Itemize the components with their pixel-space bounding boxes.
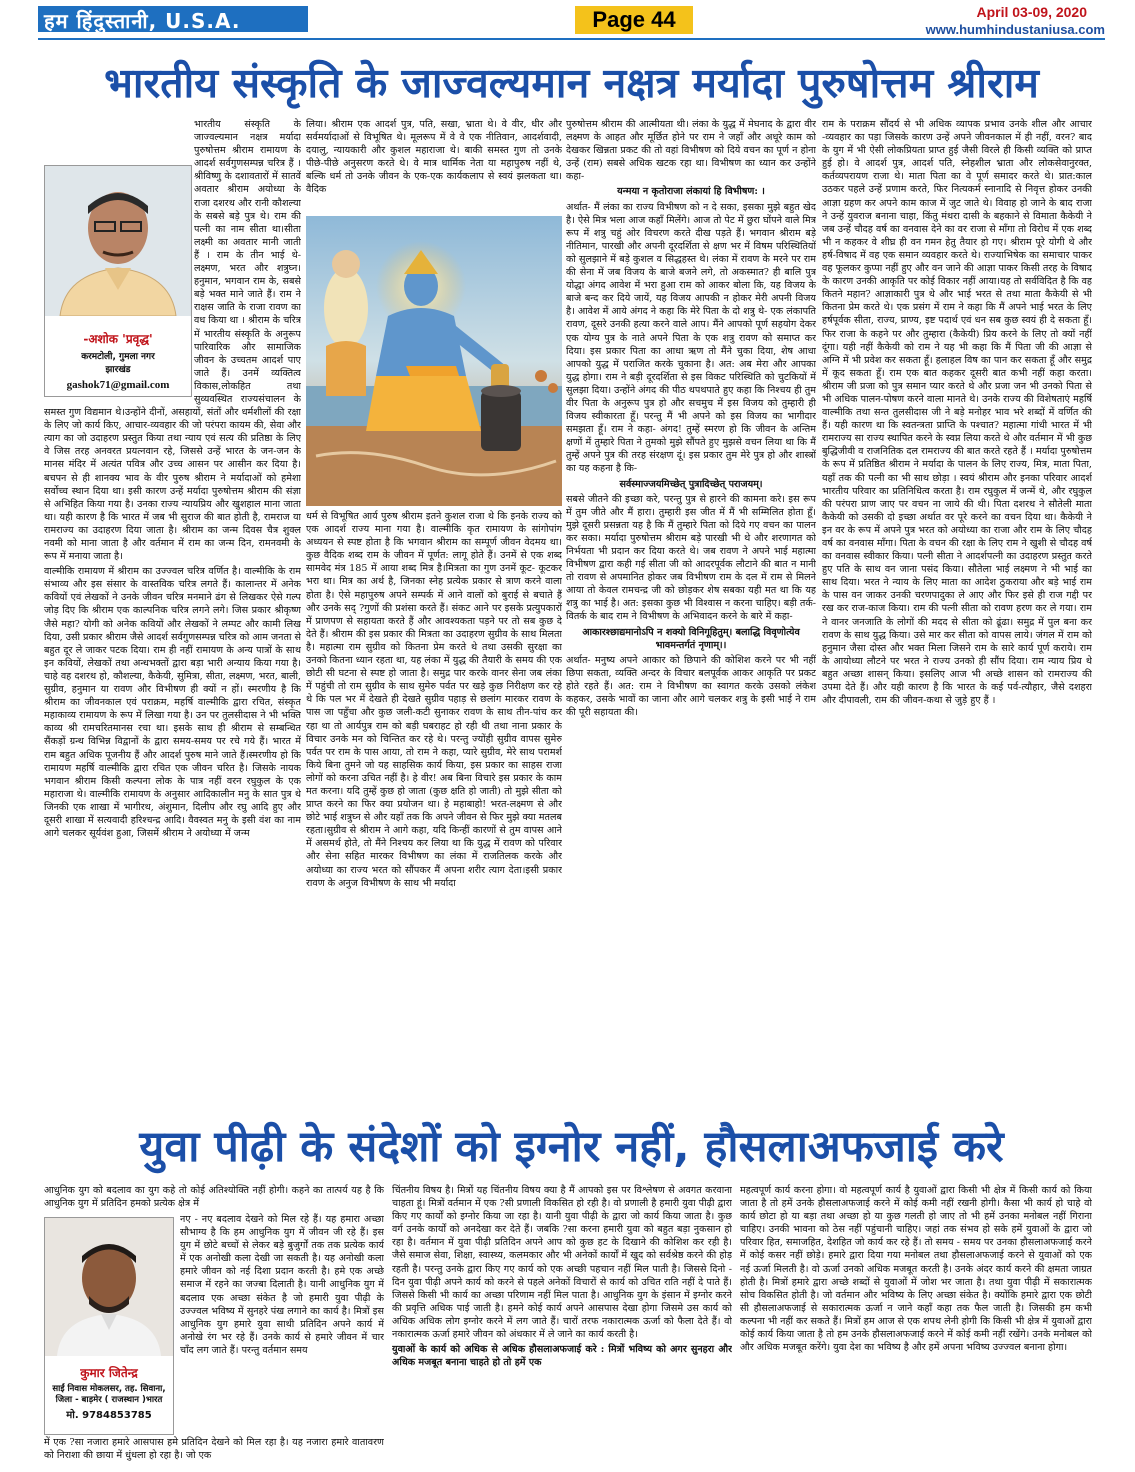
lord-ram-image <box>306 216 562 506</box>
issue-date: April 03-09, 2020 <box>976 4 1087 20</box>
article1-col2-bottom-text: धर्म से विभूषित आर्य पुरुष श्रीराम इतने कुशल राजा थे कि इनके राज्य को एक आदर्श राज्य माना गया है। वाल्मीकि कृत रामायण के सांगोपांग अध्ययन से स्पष्ट होता है कि भगवान श्रीराम का सम्पूर्ण जीवन वेदमय था। कुछ वैदिक शब्द राम के जीवन में पूर्णत: लागू होते हैं। उनमें से एक शब्द सामवेद मंत्र 185 में आया शब्द मित्र है।मित्रता का गुण उनमें कूट- कूटकर भरा था। मित्र का अर्थ है, जिनका स्नेह प्रत्येक प्रकार से त्राण करने वाला होता है। ऐसे महापुरुष अपने सम्पर्क में आने वालों को बुराई से बचाते हैं और उनके सद् ?गुणों की प्रशंसा करते हैं। संकट आने पर इसके प्रत्युपकारों में प्राणपण से सहायता करते हैं और आवश्यकता पड़ने पर तो सब कुछ दे देते हैं। श्रीराम की इस प्रकार की मित्रता का उदाहरण सुग्रीव के साथ मिलता है। महात्मा राम सुग्रीव को कितना प्रेम करते थे तथा उसकी सुरक्षा का उनको कितना ध्यान रहता था, यह लंका में युद्ध की तैयारी के समय की एक छोटी सी घटना से स्पष्ट हो जाता है। समुद्र पार करके वानर सेना जब लंका में पहुंची तो राम सुग्रीव के साथ सुमेरु पर्वत पर खड़े कुछ निरीक्षण कर रहे थे कि पल भर में देखते ही देखते सुग्रीव पहाड़ से छलांग मारकर रावण के पास जा पहुँचा और कुछ जली-कटी सुनाकर रावण के साथ तीन-पांच कर रहा था तो आर्यपुत्र राम को बड़ी घबराहट हो रही थी तथा नाना प्रकार के विचार उनके मन को चिन्तित कर रहे थे। परन्तु ज्योंही सुग्रीव वापस सुमेरु पर्वत पर राम के पास आया, तो राम ने कहा, प्यारे सुग्रीव, मेरे साथ परामर्श किये बिना तुमने जो यह साहसिक कार्य किया, इस प्रकार का साहस राजा लोगों को करना उचित नहीं है। हे वीर! अब बिना विचारे इस प्रकार के काम मत करना। यदि तुम्हें कुछ हो जाता (कुछ क्षति हो जाती) तो मुझे सीता को प्राप्त करने का फिर क्या प्रयोजन था। हे महाबाहो! भरत-लक्ष्मण से और छोटे भाई शत्रुघ्न से और यहाँ तक कि अपने जीवन से फिर मुझे क्या मतलब रहता।सुग्रीव से श्रीराम ने आगे कहा, यदि किन्हीं कारणों से तुम वापस आने में असमर्थ होते, तो मैंने निश्चय कर लिया था कि युद्ध में रावण को परिवार और सेना सहित मारकर विभीषण का लंका में राजतिलक करके और अयोध्या का राज्य भरत को सौंपकर मैं अपना शरीर त्याग देता।इसी प्रकार रावण के अनुज विभीषण के साथ भी मर्यादा <box>306 511 562 889</box>
article2-col3-text: महत्वपूर्ण कार्य करना होगा। वो महत्वपूर्ण कार्य है युवाओं द्वारा किसी भी क्षेत्र में किसी कार्य को किया जाता है तो हमें उनके हौसलाअफजाई करने में कोई कमी नहीं रखनी होगी। कैसा भी कार्य हो चाहे वो कार्य छोटा हो या बड़ा तथा अच्छा हो या कुछ गलती हो जाए तो भी हमें उनका मनोबल नहीं गिराना चाहिए। उनकी भावना को ठेस नहीं पहुंचानी चाहिए। जहां तक संभव हो सके हमें युवाओं के द्वारा जो परिवार हित, समाजहित, देशहित जो कार्य कर रहे हैं। तो समय - समय पर उनका हौसलाअफजाई करने में कोई कसर नहीं छोड़े। हमारे द्वारा दिया गया मनोबल तथा हौसलाअफजाई करने से युवाओं को एक नई ऊर्जा मिलती है। वो ऊर्जा उनको अधिक मजबूत करती है। उनके अंदर कार्य करने की क्षमता जाग्रत होती है। मित्रों हमारे द्वारा अच्छे शब्दों से युवाओं में जोश भर जाता है। तथा युवा पीढ़ी में सकारात्मक सोच विकसित होती है। जो वर्तमान और भविष्य के लिए अच्छा संकेत है। क्योंकि हमारे द्वारा एक छोटी सी हौसलाअफजाई से सकारात्मक ऊर्जा न जाने कहाँ कहा तक फैल जाती है। जिसकी हम कभी कल्पना भी नहीं कर सकते हैं। मित्रों हम आज से एक शपथ लेनी होगी कि किसी भी क्षेत्र में युवाओं द्वारा कोई कार्य किया जाता है तो हम उनके हौसलाअफजाई करने में कोई कमी नहीं रखेंगे। उनके मनोबल को और अधिक मजबूत करेंगे। युवा देश का भविष्य है और हमें अपना भविष्य उज्ज्वल बनाना होगा। <box>740 1185 1092 1354</box>
newspaper-title: हम हिंदुस्तानी, U.S.A. <box>44 9 241 33</box>
article1-col3-para4: अर्थात- मनुष्य अपने आकार को छिपाने की कोशिश करने पर भी नहीं छिपा सकता, व्यक्ति अन्दर के विचार बलपूर्वक आकर आकृति पर प्रकट होते रहते हैं। अत: राम ने विभीषण का स्वागत करके उसको लंकेश कहकर, उसके भावों का जाना और आगे चलकर शत्रु के इसी भाई ने राम की पूरी सहायता की। <box>566 654 816 719</box>
article2-intro <box>44 1184 384 1214</box>
author2-address2: जिला - बाड़मेर ( राजस्थान )भारत <box>55 1395 163 1405</box>
article1-headline: भारतीय संस्कृति के जाज्वल्यमान नक्षत्र मर्यादा पुरुषोत्तम श्रीराम <box>104 59 1039 107</box>
article1-col3-para2: अर्थात- मैं लंका का राज्य विभीषण को न दे सका, इसका मुझे बहुत खेद है। ऐसे मित्र भला आज कहाँ मिलेंगे। आज तो पेट में छुरा घोंपने वाले मित्र रूप में शत्रु चहुं ओर विचरण करते दीख पड़ते हैं। भगवान श्रीराम बड़े नीतिमान, पारखी और अपनी दूरदर्शिता से क्षण भर में विषम परिस्थितियों को सुलझाने में बड़े कुशल व सिद्धहस्त थे। लंका में रावण के मरने पर राम की सेना में जब विजय के बाजे बजने लगे, तो अकस्मात? ही बालि पुत्र योद्धा अंगद आवेश में भरा हुआ राम को आकर बोला कि, यह विजय के बाजे बन्द कर दिये जायें, यह विजय आपकी न होकर मेरी अपनी विजय है। आवेश में आये अंगद ने कहा कि मेरे पिता के दो शत्रु थे- एक लंकापति रावण, दूसरे उनकी हत्या करने वाले आप। मैंने आपको पूर्ण सहयोग देकर एक योग्य पुत्र के नाते अपने पिता के एक शत्रु रावण को समाप्त कर दिया। इस प्रकार पिता का आधा ऋण तो मैंने चुका दिया, शेष आधा आपको युद्ध में पराजित करके चुकाना है। अत: अब मेरा और आपका युद्ध होगा। राम ने बड़ी दूरदर्शिता से इस विकट परिस्थिति को चुटकियों में सुलझा दिया। उन्होंने अंगद की पीठ थपथपाते हुए कहा कि निश्चय ही तुम वीर पिता के अनुरूप पुत्र हो और सचमुच में इस विजय को तुम्हारी ही विजय स्वीकारता हूँ। परन्तु मैं भी अपने को इस विजय का भागीदार समझता हूँ। राम ने कहा- अंगद! तुम्हें स्मरण हो कि जीवन के अन्तिम क्षणों में तुम्हारे पिता ने तुमको मुझे सौंपते हुए मुझसे वचन लिया था कि मैं तुम्हें अपने पुत्र की तरह संरक्षण दूं। इस प्रकार तुम मेरे पुत्र हो और शास्त्रों का यह कहना है कि- <box>566 201 816 475</box>
article1-col4-para1: राम के पराक्रम सौंदर्य से भी अधिक व्यापक प्रभाव उनके शील और आचार -व्यवहार का पड़ा जिसके कारण उन्हें अपने जीवनकाल में ही नहीं, वरन? बाद के युग में भी ऐसी लोकप्रियता प्राप्त हुई जैसी विरले ही किसी व्यक्ति को प्राप्त हुई हो। वे आदर्श पुत्र, आदर्श पति, स्नेहशील भ्राता और लोकसेवानुरक्त, कर्तव्यपरायण राजा थे। माता पिता का वे पूर्ण समादर करते थे। प्रात:काल उठकर पहले उन्हें प्रणाम करते, फिर नित्यकर्म स्नानादि से निवृत्त होकर उनकी आज्ञा ग्रहण कर अपने काम काज में जुट जाते थे। विवाह हो जाने के बाद राजा ने उन्हें युवराज बनाना चाहा, किंतु मंथरा दासी के बहकाने से विमाता कैकेयी ने जब उन्हें चौदह वर्ष का वनवास देने का वर राजा से माँगा तो विरोध में एक शब्द भी न कहकर वे शीघ्र ही वन गमन हेतु तैयार हो गए। श्रीराम पूरे योगी थे और हर्ष-विषाद में वह एक समान व्यवहार करते थे। राज्याभिषेक का समाचार पाकर वह फूलकर कुप्पा नहीं हुए और वन जाने की आज्ञा पाकर किसी तरह के विषाद के कारण उनकी आकृति पर कोई विकार नहीं आया।यह तो सर्वविदित है कि वह कितने महान? आज्ञाकारी पुत्र थे और भाई भरत से तथा माता कैकेयी से भी कितना प्रेम करते थे। एक प्रसंग में राम ने कहा कि मैं अपने भाई भरत के लिए हर्षपूर्वक सीता, राज्य, प्राण्य, इष्ट पदार्थ एवं धन सब कुछ स्वयं ही दे सकता हूँ। फिर राजा के कहने पर और तुम्हारा (कैकेयी) प्रिय करने के लिए तो क्यों नहीं दूंगा। यही नहीं कैकेयी को राम ने यह भी कहा कि मैं पिता जी की आज्ञा से अग्नि में भी प्रवेश कर सकता हूँ। हलाहल विष का पान कर सकता हूँ और समुद्र में कूद सकता हूँ। राम एक बात कहकर दूसरी बात कभी नहीं कहा करता।श्रीराम जी प्रजा को पुत्र समान प्यार करते थे और प्रजा जन भी उनको पिता से भी अधिक पालन-पोषण करने वाला मानते थे। उनके राज्य की विशेषताएं महर्षि वाल्मीकि तथा सन्त तुलसीदास जी ने बड़े मनोहर भाव भरे शब्दों में वर्णित की हैं। यही कारण था कि स्वतन्त्रता प्राप्ति के पश्चात? महात्मा गांधी भारत में भी रामराज्य सा राज्य स्थापित करने के स्वप्न लिया करते थे और वर्तमान में भी कुछ बुद्धिजीवी व राजनितिक दल रामराज्य की बात करते रहते हैं । मर्यादा पुरुषोत्तम के रूप में प्रतिष्ठित श्रीराम ने मर्यादा के पालन के लिए राज्य, मित्र, माता पिता, यहाँ तक की पत्नी का भी साथ छोड़ा । स्वयं श्रीराम और इनका परिवार आदर्श भारतीय परिवार का प्रतिनिधित्व करता है। राम रघुकुल में जन्में थे, और रघुकुल की परंपरा प्राण जाए पर वचन ना जाये की थी। पिता दशरथ ने सौतेली माता कैकेयी को उसकी दो इच्छा अर्थात वर पूरे करने का वचन दिया था। कैकेयी ने इन वर के रूप में अपने पुत्र भरत को अयोध्या का राजा और राम के लिए चौदह वर्ष का वनवास माँगा। पिता के वचन की रक्षा के लिए राम ने खुशी से चौदह वर्ष का वनवास स्वीकार किया। पत्नी सीता ने आदर्शपत्नी का उदाहरण प्रस्तुत करते हुए पति के साथ वन जाना पसंद किया। सौतेला भाई लक्ष्मण ने भी भाई का साथ दिया। भरत ने न्याय के लिए माता का आदेश ठुकराया और बड़े भाई राम के पास वन जाकर उनकी चरणपादुका ले आए और फिर इसे ही राज गद्दी पर रख कर राज-काज किया। राम की पत्नी सीता को रावण हरण कर ले गया। राम ने वानर जनजाति के लोगों की मदद से सीता को ढूंढा। समुद्र में पुल बना कर रावण के साथ युद्ध किया। उसे मार कर सीता को वापस लाये। जंगल में राम को हनुमान जैसा दोस्त और भक्त मिला जिसने राम के सारे कार्य पूर्ण कराये। राम के आयोध्या लौटने पर भरत ने राज्य उनको ही सौंप दिया। राम न्याय प्रिय थे बहुत अच्छा शासन् किया। इसलिए आज भी अच्छे शासन को रामराज्य की उपमा देते हैं। और यही कारण है कि भारत के कई पर्व-त्यौहार, जैसे दशहरा और दीपावली, राम की जीवन-कथा से जुड़े हुए हैं । <box>822 119 1092 707</box>
author2-photo <box>45 1218 173 1356</box>
author2-address1: साईं निवास मोकलसर, तह. सिवाना, <box>52 1384 166 1394</box>
article2-col1-bottom <box>44 1436 384 1468</box>
author2-box <box>44 1217 174 1435</box>
article2-col3 <box>740 1184 1092 1468</box>
article1-col3-para1: पुरुषोत्तम श्रीराम की आत्मीयता थी। लंका के युद्ध में मेघनाद के द्वारा वीर लक्ष्मण के आहत और मूर्छित होने पर राम ने जहाँ और अधूरे काम को देखकर खिन्नता प्रकट की तो वहां विभीषण को दिये वचन का पूर्ण न होना उन्हें (राम) सबसे अधिक खटक रहा था। विभीषण का ध्यान कर उन्होंने कहा- <box>566 119 816 183</box>
author1-email[interactable]: gashok71@gmail.com <box>66 379 170 391</box>
article2-headline: युवा पीढ़ी के संदेशों को इग्नोर नहीं, हौसलाअफजाई करे <box>139 1122 1004 1172</box>
author2-phone: मो. 9784853785 <box>66 1410 152 1421</box>
article1-col1-para1: भारतीय संस्कृति के जाज्वल्यमान नक्षत्र मर्यादा पुरुषोत्तम श्रीराम रामायण के आदर्श सर्वगुणसम्पन्न चरित्र हैं । श्रीविष्णु के दशावतारों में सातवें अवतार श्रीराम अयोध्या के राजा दशरथ और रानी कौशल्या के सबसे बड़े पुत्र थे। राम की पत्नी का नाम सीता था।सीता लक्ष्मी का अवतार मानी जाती हैं । राम के तीन भाई थे- लक्ष्मण, भरत और शत्रुघ्न। हनुमान, भगवान राम के, सबसे बड़े भक्त माने जाते हैं। राम ने राक्षस जाति के राजा रावण का वध किया था । श्रीराम के चरित्र में भारतीय संस्कृति के अनुरूप पारिवारिक और सामाजिक जीवन के उच्चतम आदर्श पाए जाते हैं। उनमें व्यक्तित्व विकास,लोकहित तथा सुव्यवस्थित राज्यसंचालन के समस्त गुण विद्यमान थे।उन्होंने दीनों, असहायों, संतों और धर्मशीलों की रक्षा के लिए जो कार्य किए, आचार-व्यवहार की जो परंपरा कायम की, सेवा और त्याग का जो उदाहरण प्रस्तुत किया तथा न्याय एवं सत्य की प्रतिष्ठा के लिए वे जिस तरह अनवरत प्रयत्नवान रहे, जिससे उन्हें भारत के जन-जन के मानस मंदिर में अत्यंत पवित्र और उच्च आसन पर आसीन कर दिया है। बचपन से ही शानक्य भाव के वीर पुरुष श्रीराम ने मर्यादाओं को हमेशा सर्वोच्च स्थान दिया था। इसी कारण उन्हें मर्यादा पुरुषोत्तम श्रीराम की संज्ञा से अभिहित किया गया है। उनका राज्य न्यायप्रिय और खुशहाल माना जाता था। यही कारण है कि भारत में जब भी सुराज की बात होती है, रामराज या रामराज्य का उदाहरण दिया जाता है। श्रीराम का जन्म दिवस चैत्र शुक्ल नवमी को माना जाता है और वर्तमान में राम का जन्म दिन, रामनवमी के रूप में मनाया जाता है। <box>44 119 301 563</box>
article1-col2-bottom <box>306 510 562 1062</box>
article1-col3 <box>566 118 816 1062</box>
article2-col2-subhead: युवाओं के कार्य को अधिक से अधिक हौसलाअफजाई करे : मित्रों भविष्य को अगर सुनहरा और अधिक मजबूत बनाना चाहते हो तो हमें एक <box>392 1344 732 1369</box>
article2-col1-bottom-text: में एक ?सा नजारा हमारे आसपास हमे प्रतिदिन देखने को मिल रहा है। यह नजारा हमारे वातावरण को निराशा की छाया में धुंधला हो रहा है। जो एक <box>44 1437 384 1462</box>
author1-address1: करमटोली, गुमला नगर <box>81 352 155 362</box>
article1-col3-shloka2: सर्वस्माज्जयमिच्छेत् पुत्रादिच्छेत् पराजयम्। <box>619 478 763 490</box>
page-number: Page 44 <box>575 6 693 34</box>
article1-col3-para3: सबसे जीतने की इच्छा करे, परन्तु पुत्र से हारने की कामना करे। इस रूप में तुम जीते और मैं हारा। तुम्हारी इस जीत में मैं भी सम्मिलित होता हूँ। मुझे दूसरी प्रसन्नता यह है कि मैं तुम्हारे पिता को दिये गए वचन का पालन कर सका। मर्यादा पुरुषोत्तम श्रीराम बड़े पारखी भी थे और शरणागत को निर्भयता भी प्रदान कर दिया करते थे। जब रावण ने अपने भाई महात्मा विभीषण द्वारा कही गई सीता जी को आदरपूर्वक लौटाने की बात न मानी तो रावण से अपमानित होकर जब विभीषण राम के दल में राम से मिलने आया तो केवल रामचन्द्र जी को छोड़कर शेष सबका यही मत था कि यह शत्रु का भाई है। अत: इसका कुछ भी विश्वास न करना चाहिए। बड़ी तर्क-वितर्क के बाद राम ने विभीषण के अभिवादन करने के बारे में कहा- <box>566 493 816 623</box>
article2-intro-text: आधुनिक युग को बदलाव का युग कहे तो कोई अतिश्योक्ति नहीं होगी। कहने का तात्पर्य यह है कि आधुनिक युग में प्रतिदिन हमको प्रत्येक क्षेत्र में <box>44 1185 384 1210</box>
masthead-rule <box>38 38 1105 40</box>
author2-name: कुमार जितेन्द्र <box>80 1366 138 1380</box>
article1-col3-shloka3: आकारश्छाद्यमानोऽपि न शक्यो विनिगूहितुम्। बलाद्धि विवृणोत्येव भावमन्तर्गतं नृणाम्।। <box>582 626 800 651</box>
article1-col2-top-text: लिया। श्रीराम एक आदर्श पुत्र, पति, सखा, भ्राता थे। वे वीर, धीर और सर्वमर्यादाओं से विभूषित थे। मूलरूप में वे वे एक नीतिवान, आदर्शवादी, दयालु, न्यायकारी और कुशल महाराजा थे। बाकी समस्त गुण तो उनके पीछे-पीछे अनुसरण करते थे। वे मात्र धार्मिक नेता या महापुरुष नहीं थे, बल्कि धर्म तो उनके जीवन के एक-एक कार्यकलाप से स्वयं झलकता था। वैदिक <box>306 119 562 196</box>
article2-col1-right <box>180 1213 384 1435</box>
website-url[interactable]: www.humhindustaniusa.com <box>925 22 1105 37</box>
article1-col1-para2: वाल्मीकि रामायण में श्रीराम का उज्ज्वल चरित्र वर्णित है। वाल्मीकि के राम संभाव्य और इस संसार के वास्तविक चरित्र लगते हैं। कालान्तर में अनेक कवियों एवं लेखकों ने उनके जीवन चरित्र मनमाने ढंग से लिखकर ऐसे गल्प जोड़ दिए कि श्रीराम एक काल्पनिक चरित्र लगने लगे। जिस प्रकार श्रीकृष्ण जैसे महा? योगी को अनेक कवियों और लेखकों ने लम्पट और कामी लिख दिया, उसी प्रकार श्रीराम जैसे आदर्श सर्वगुणसम्पन्न चरित्र को आम जनता से बहुत दूर ले जाकर पटक दिया। राम ही नहीं रामायण के अन्य पात्रों के साथ इन कवियों, लेखकों तथा अन्धभक्तों द्वारा बड़ा भारी अन्याय किया गया है। चाहे वह दशरथ हो, कौशल्या, कैकेयी, सुमित्रा, सीता, लक्ष्मण, भरत, बाली, सुग्रीव, हनुमान या रावण और विभीषण ही क्यों न हों। स्मरणीय है कि श्रीराम का जीवनकाल एवं पराक्रम, महर्षि वाल्मीकि द्वारा रचित, संस्कृत महाकाव्य रामायण के रूप में लिखा गया है। उन पर तुलसीदास ने भी भक्ति काव्य श्री रामचरितमानस रचा था। इसके साथ ही श्रीराम से सम्बन्धित सैंकड़ों ग्रन्थ विभिन्न विद्वानों के द्वारा समय-समय पर रचे गये हैं। भारत में राम बहुत अधिक पूजनीय हैं और आदर्श पुरुष माने जाते हैं।स्मरणीय हो कि रामायण महर्षि वाल्मीकि द्वारा रचित एक जीवन चरित है। जिसके नायक भगवान श्रीराम किसी कल्पना लोक के पात्र नहीं वरन रघुकुल के एक महाराजा थे। वाल्मीकि रामायण के अनुसार आदिकालीन मनु के सात पुत्र थे जिनकी एक शाखा में भागीरथ, अंशुमान, दिलीप और रघु आदि हुए और दूसरी शाखा में सत्यवादी हरिश्चन्द्र आदि। वैवस्वत मनु के इसी वंश का नाम आगे चलकर सूर्यवंश हुआ, जिसमें श्रीराम ने अयोध्या में जन्म <box>44 566 301 840</box>
author1-name: -अशोक 'प्रवृद्ध' <box>83 332 153 346</box>
article2-col1-right-text: नए - नए बदलाव देखने को मिल रहे हैं। यह हमारा अच्छा सौभाग्य है कि हम आधुनिक युग में जीवन जी रहे हैं। इस युग में छोटे बच्चों से लेकर बड़े बुजुर्गों तक तक प्रत्येक कार्य में एक अनोखी कला देखी जा सकती है। यह अनोखी कला हमारे जीवन को नई दिशा प्रदान करती है। हमे एक अच्छे समाज में रहने का जज्बा दिलाती है। यानी आधुनिक युग में बदलाव एक अच्छा संकेत है जो हमारी युवा पीढ़ी के उज्ज्वल भविष्य में सुनहरे पंख लगाने का कार्य है। मित्रों इस आधुनिक युग हमारे युवा साथी प्रतिदिन अपने कार्य में अनोखे रंग भर रहे हैं। उनके कार्य से हमारे जीवन में चार चाँद लग जाते हैं। परन्तु वर्तमान समय <box>180 1214 384 1356</box>
author1-address2: झारखंड <box>105 365 131 375</box>
article1-col4 <box>822 118 1092 1062</box>
photo-spacer <box>44 118 194 399</box>
article2-col2-para1: चिंतनीय विषय है। मित्रों यह चिंतनीय विषय क्या है मैं आपको इस पर विश्लेषण से अवगत करवाना चाहता हूं। मित्रों वर्तमान में एक ?सी प्रणाली विकसित हो रही है। वो प्रणाली है हमारी युवा पीढ़ी द्वारा किए गए कार्यों को इग्नोर किया जा रहा है। यानी युवा पीढ़ी के द्वारा जो कार्य किया जाता है। कुछ वर्ग उनके कार्यों को अनदेखा कर देते हैं। जबकि ?सा करना हमारी युवा को बहुत बड़ा नुकसान हो रहा है। वर्तमान में युवा पीढ़ी प्रतिदिन अपने आप को कुछ हट के दिखाने की कोशिश कर रही है। जैसे समाज सेवा, शिक्षा, स्वास्थ्य, कलमकार और भी अनेकों कार्यों में खुद को सर्वश्रेष्ठ करने की होड़ रहती है। परन्तु उनके द्वारा किए गए कार्य को एक अच्छी पहचान नहीं मिल पाती है। जिससे दिनो - दिन युवा पीढ़ी अपने कार्य को करने से पहले अनेकों विचारों से कार्य को उचित राति नहीं दे पाते हैं। जिससे किसी भी कार्य का अच्छा परिणाम नहीं मिल पाता है। आधुनिक युग के इंसान में इग्नोर करने की प्रवृत्ति अधिक पाई जाती है। हमने कोई कार्य अपने आसपास देखा होगा जिसमे उस कार्य को अधिक अधिक लोग इग्नोर करने में लग जाते हैं। चारों तरफ नकारात्मक ऊर्जा को फैला देते हैं। वो नकारात्मक ऊर्जा हमारे जीवन को अंधकार में ले जाने का कार्य करती है। <box>392 1185 732 1341</box>
masthead <box>0 0 1135 44</box>
article1-col3-shloka1: यन्मया न कृतोराजा लंकायां हि विभीषण: । <box>617 186 765 198</box>
article1-col1 <box>44 118 301 1062</box>
article2-col2 <box>392 1184 732 1468</box>
article1-col2-top <box>306 118 562 214</box>
